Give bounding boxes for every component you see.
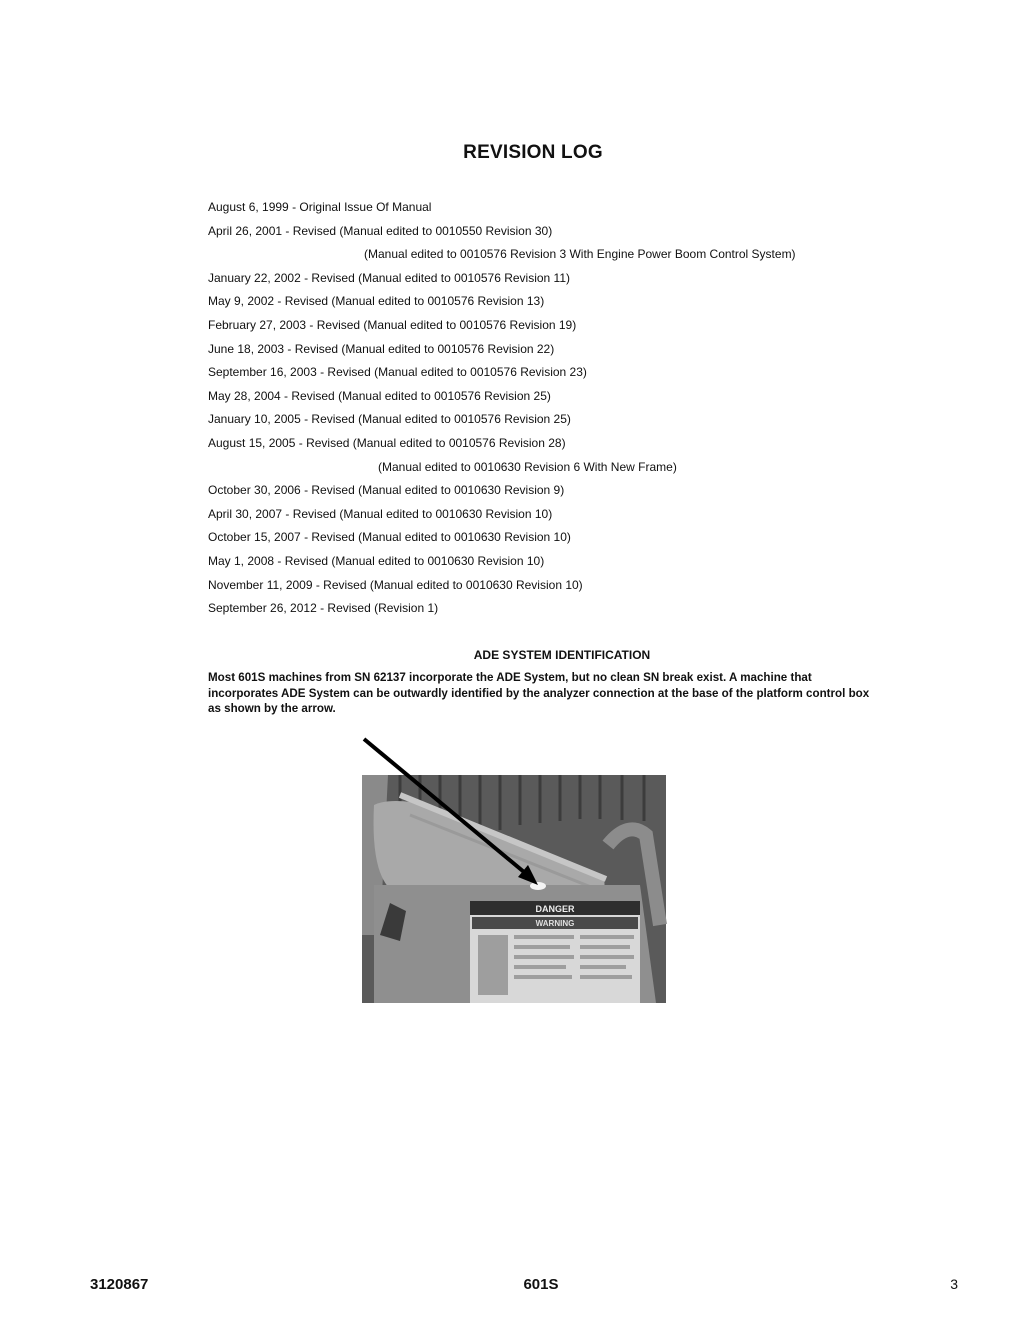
revision-entry: September 16, 2003 - Revised (Manual edited to 0010576 Revision 23) <box>208 365 587 380</box>
revision-entry: January 22, 2002 - Revised (Manual edited to 0010576 Revision 11) <box>208 270 571 285</box>
analyzer-connection <box>530 882 546 890</box>
revision-entry: October 30, 2006 - Revised (Manual edited to 0010630 Revision 9) <box>208 483 565 498</box>
page-title: REVISION LOG <box>463 142 603 163</box>
revision-entry: February 27, 2003 - Revised (Manual edited to 0010576 Revision 19) <box>208 317 577 332</box>
revision-entry: October 15, 2007 - Revised (Manual edited to 0010630 Revision 10) <box>208 530 571 545</box>
revision-entry: June 18, 2003 - Revised (Manual edited to 0010576 Revision 22) <box>208 341 555 356</box>
revision-entry: September 26, 2012 - Revised (Revision 1) <box>208 601 439 616</box>
section-heading: ADE SYSTEM IDENTIFICATION <box>473 648 651 662</box>
revision-entry: May 28, 2004 - Revised (Manual edited to 0010576 Revision 25) <box>208 388 551 403</box>
document-number: 3120867 <box>90 1276 149 1293</box>
page-number: 3 <box>950 1276 958 1292</box>
revision-entry: April 30, 2007 - Revised (Manual edited to 0010630 Revision 10) <box>208 506 553 521</box>
revision-entry: August 15, 2005 - Revised (Manual edited to 0010576 Revision 28) <box>208 435 566 450</box>
control-box-photo <box>360 735 670 1005</box>
sticker-header-danger: DANGER <box>535 904 575 914</box>
revision-entry: August 6, 1999 - Original Issue Of Manual <box>208 200 432 214</box>
revision-entry: May 9, 2002 - Revised (Manual edited to 0010576 Revision 13) <box>208 294 545 309</box>
revision-entry: May 1, 2008 - Revised (Manual edited to 0010630 Revision 10) <box>208 553 545 568</box>
revision-log <box>208 198 908 623</box>
revision-entry: April 26, 2001 - Revised (Manual edited to 0010550 Revision 30) <box>208 223 553 238</box>
model-name: 601S <box>523 1276 559 1293</box>
ade-description-paragraph: Most 601S machines from SN 62137 incorporate the ADE System, but no clean SN break exist. A machine that incorporates ADE System can be outwardly identified by the analyzer connection at the base of the platform control box as shown by the arrow. <box>208 671 870 715</box>
revision-entry: (Manual edited to 0010576 Revision 3 With Engine Power Boom Control System) <box>364 247 796 262</box>
revision-entry: November 11, 2009 - Revised (Manual edited to 0010630 Revision 10) <box>208 577 583 592</box>
revision-entry: (Manual edited to 0010630 Revision 6 With New Frame) <box>378 459 677 474</box>
revision-entry: January 10, 2005 - Revised (Manual edited to 0010576 Revision 25) <box>208 412 571 427</box>
sticker-header-warning: WARNING <box>535 919 575 928</box>
